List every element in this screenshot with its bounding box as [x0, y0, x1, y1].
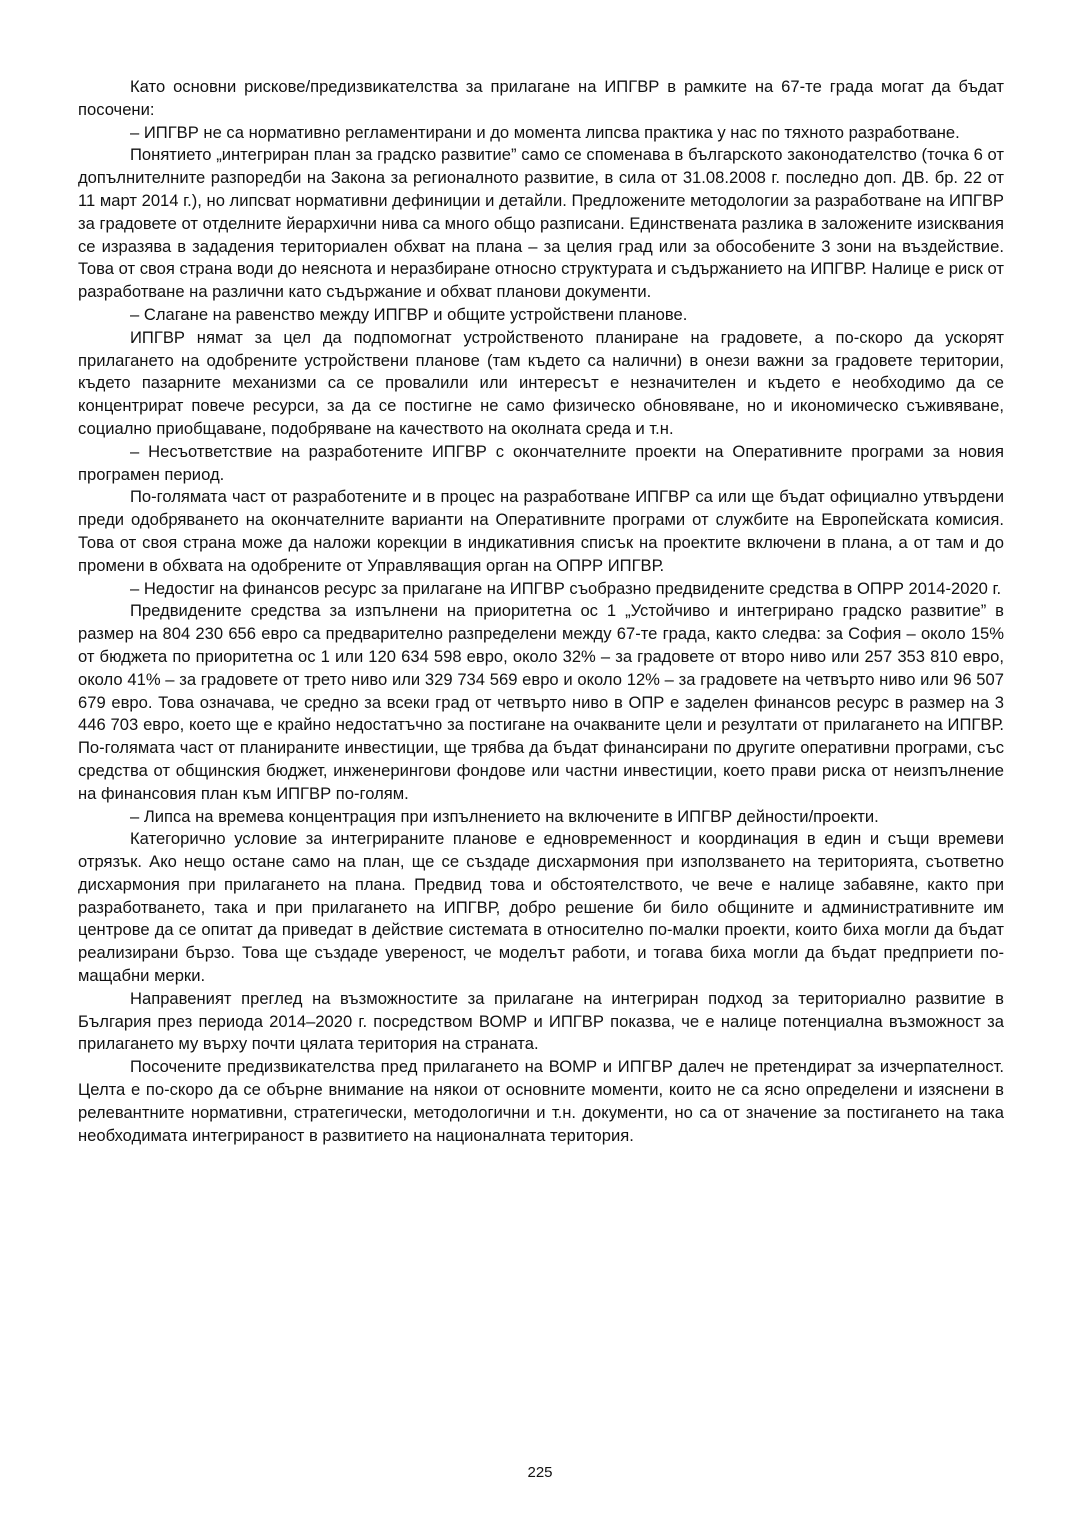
- paragraph: – Недостиг на финансов ресурс за прилагане на ИПГВР съобразно предвидените средства в ОПРР 2014-2020 г.: [130, 578, 1002, 598]
- paragraph: Категорично условие за интегрираните планове е едновременност и координация в един и същи времеви отрязък. Ако нещо остане само на план, ще се създаде дисхармония при използването на територията, съответно дисхармония при прилагането на плана. Предвид това и обстоятелството, че вече е налице забавяне, както при разработването, така и при прилагането на ИПГВР, добро решение би било общините и административните им центрове да се опитат да приведат в действие системата в относително по-малки проекти, които биха могли да бъдат реализирани бързо. Това ще създаде увереност, че моделът работи, и тогава биха могли да бъдат предприети по-мащабни мерки.: [78, 829, 1004, 986]
- paragraph: Като основни рискове/предизвикателства за прилагане на ИПГВР в рамките на 67-те града могат да бъдат посочени:: [78, 77, 1004, 119]
- paragraph: Понятието „интегриран план за градско развитие” само се споменава в българското законодателство (точка 6 от допълнителните разпоредби на Закона за регионалното развитие, в сила от 31.08.2008 г. последно доп. ДВ. бр. 22 от 11 март 2014 г.), но липсват нормативни дефиниции и детайли. Предложените методологии за разработване на ИПГВР за градовете от отделните йерархични нива са много общо разписани. Единствената разлика в заложените изисквания се изразява в зададения териториален обхват на плана – за целия град или за обособените 3 зони на въздействие. Това от своя страна води до неяснота и неразбиране относно структурата и съдържанието на ИПГВР. Налице е риск от разработване на различни като съдържание и обхват планови документи.: [78, 145, 1004, 302]
- paragraph: Направеният преглед на възможностите за прилагане на интегриран подход за териториално развитие в България през периода 2014–2020 г. посредством ВОМР и ИПГВР показва, че е налице потенциална възможност за прилагането му върху почти цялата територия на страната.: [78, 988, 1004, 1054]
- paragraph: По-голямата част от разработените и в процес на разработване ИПГВР са или ще бъдат официално утвърдени преди одобряването на окончателните варианти на Оперативните програми от службите на Европейската комисия. Това от своя страна може да наложи корекции в индикативния списък на проектите включени в плана, а от там и до промени в обхвата на одобрените от Управляващия орган на ОПРР ИПГВР.: [78, 487, 1004, 575]
- paragraph: ИПГВР нямат за цел да подпомогнат устройственото планиране на градовете, а по-скоро да ускорят прилагането на одобрените устройствени планове (там където са налични) в онези важни за градовете територии, където пазарните механизми са се провалили или интересът е незначителен и където е необходимо да се концентрират повече ресурси, за да се постигне не само физическо обновяване, но и икономическо съживяване, социално приобщаване, подобряване на качеството на околната среда и т.н.: [78, 327, 1004, 438]
- paragraph: – Липса на времева концентрация при изпълнението на включените в ИПГВР дейности/проекти.: [130, 806, 879, 826]
- paragraph: Предвидените средства за изпълнени на приоритетна ос 1 „Устойчиво и интегрирано градско развитие” в размер на 804 230 656 евро са предварително разпределени между 67-те града, както следва: за София – около 15% от бюджета по приоритетна ос 1 или 120 634 598 евро, около 32% – за градовете от второ ниво или 257 353 810 евро, около 41% – за градовете от трето ниво или 329 734 569 евро и около 12% – за градовете на четвърто ниво или 96 507 679 евро. Това означава, че средно за всеки град от четвърто ниво в ОПР е заделен финансов ресурс в размер на 3 446 703 евро, което ще е крайно недостатъчно за постигане на очакваните цели и резултати от прилагането на ИПГВР. По-голямата част от планираните инвестиции, ще трябва да бъдат финансирани по другите оперативни програми, със средства от общинския бюджет, инженерингови фондове или частни инвестиции, което прави риска от неизпълнение на финансовия план към ИПГВР по-голям.: [78, 601, 1004, 803]
- paragraph: Посочените предизвикателства пред прилагането на ВОМР и ИПГВР далеч не претендират за изчерпателност. Целта е по-скоро да се обърне внимание на някои от основните моменти, които не са ясно определени и изяснени в релевантните нормативни, стратегически, методологични и т.н. документи, но са от значение за постигането на така необходимата интегрираност в развитието на националната територия.: [78, 1057, 1004, 1145]
- paragraph: – ИПГВР не са нормативно регламентирани и до момента липсва практика у нас по тяхното разработване.: [130, 122, 960, 142]
- document-body: [78, 76, 1004, 1147]
- paragraph: – Слагане на равенство между ИПГВР и общите устройствени планове.: [130, 304, 688, 324]
- paragraph: – Несъответствие на разработените ИПГВР с окончателните проекти на Оперативните програми за новия програмен период.: [78, 441, 1004, 484]
- page-number: 225: [527, 1464, 553, 1481]
